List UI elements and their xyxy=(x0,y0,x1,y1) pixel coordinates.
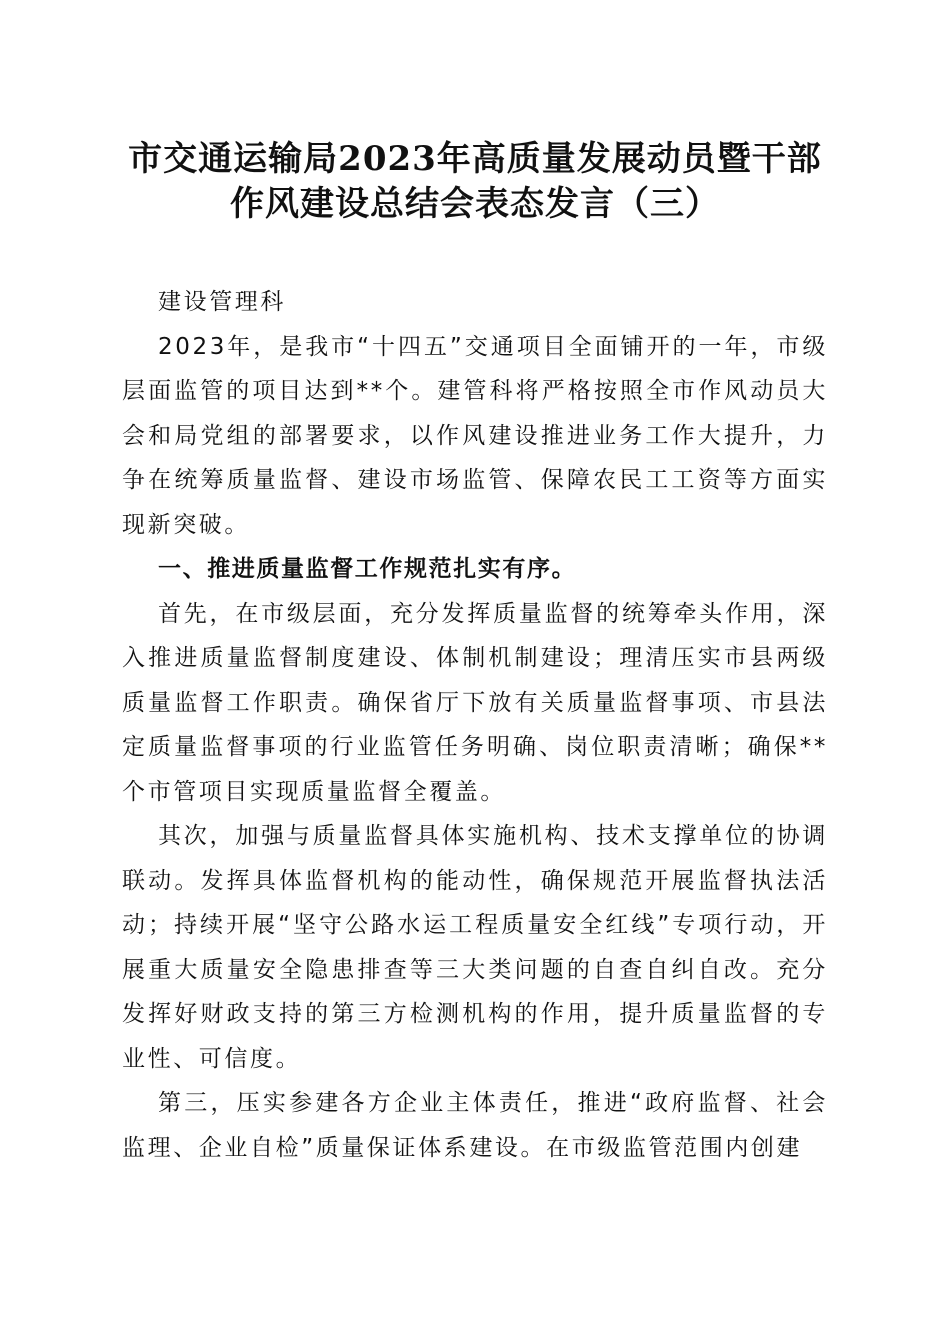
paragraph-first: 首先，在市级层面，充分发挥质量监督的统筹牵头作用，深入推进质量监督制度建设、体制机制建设；理清压实市县两级质量监督工作职责。确保省厅下放有关质量监督事项、市县法定质量监督事项的行业监管任务明确、岗位职责清晰；确保**个市管项目实现质量监督全覆盖。 xyxy=(122,600,828,805)
paragraph-third: 第三，压实参建各方企业主体责任，推进“政府监督、社会监理、企业自检”质量保证体系建设。在市级监管范围内创建 xyxy=(122,1090,828,1161)
paragraph-second: 其次，加强与质量监督具体实施机构、技术支撑单位的协调联动。发挥具体监督机构的能动性，确保规范开展监督执法活动；持续开展“坚守公路水运工程质量安全红线”专项行动，开展重大质量安全隐患排查等三大类问题的自查自纠自改。充分发挥好财政支持的第三方检测机构的作用，提升质量监督的专业性、可信度。 xyxy=(122,823,828,1072)
document-title-line-2: 作风建设总结会表态发言（三） xyxy=(230,184,720,224)
paragraph-intro: 2023年，是我市“十四五”交通项目全面铺开的一年，市级层面监管的项目达到**个。建管科将严格按照全市作风动员大会和局党组的部署要求，以作风建设推进业务工作大提升，力争在统筹质量监督、建设市场监管、保障农民工工资等方面实现新突破。 xyxy=(122,333,828,538)
section-heading-1: 一、推进质量监督工作规范扎实有序。 xyxy=(158,556,577,582)
department-name: 建设管理科 xyxy=(158,289,286,315)
document-title-line-1: 市交通运输局2023年高质量发展动员暨干部 xyxy=(128,139,822,179)
document-body xyxy=(122,280,828,1170)
